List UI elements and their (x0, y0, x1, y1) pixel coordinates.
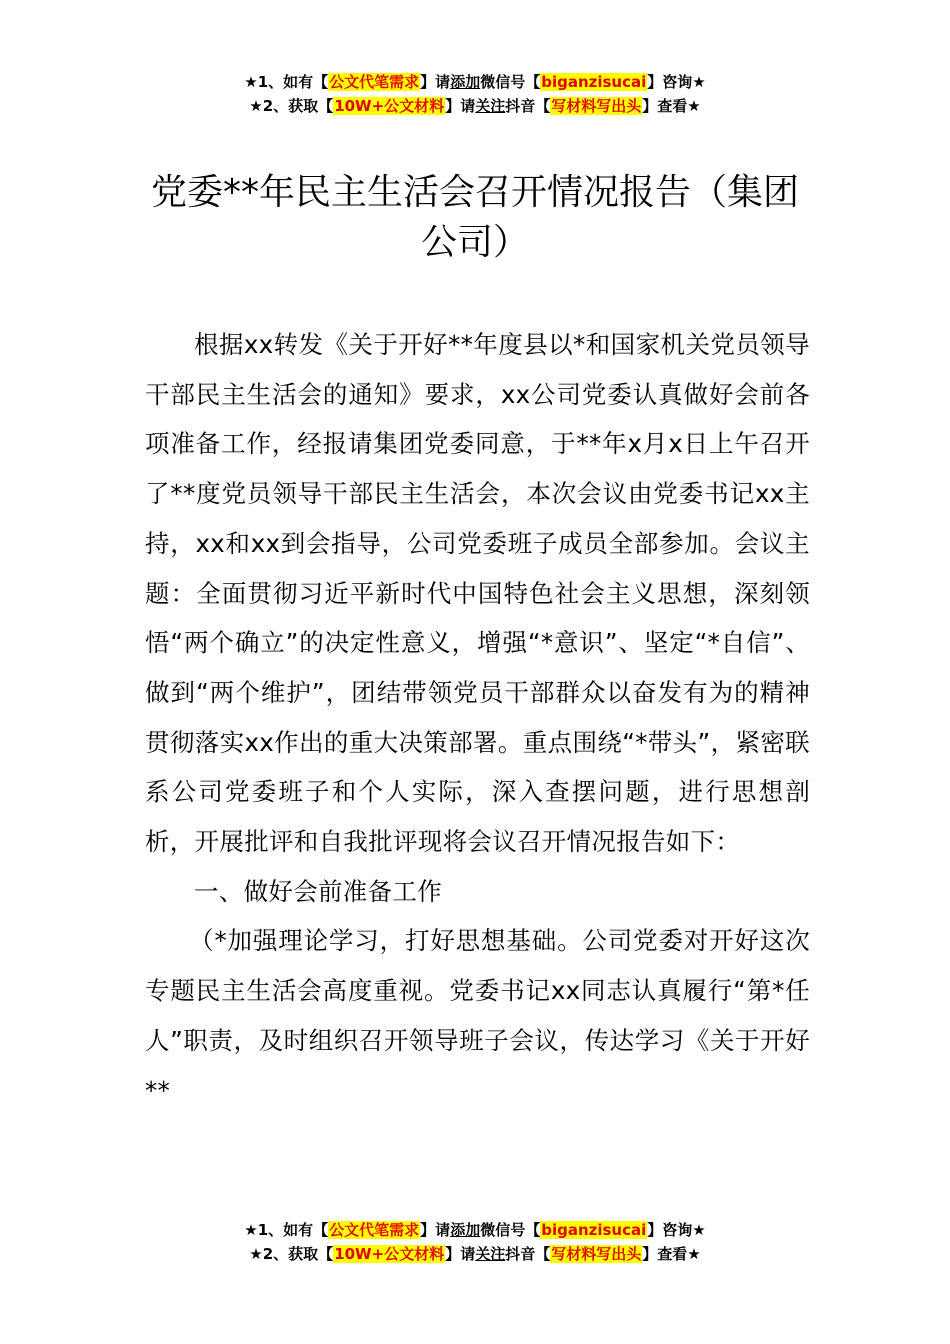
banner-text: 】查看★ (642, 97, 701, 115)
banner-text: 】查看★ (642, 1245, 701, 1263)
banner-highlight: 10W+公文材料 (334, 97, 445, 115)
banner-emphasis: 关注 (475, 1245, 506, 1263)
banner-text: 】请 (420, 73, 451, 91)
paragraph: （*加强理论学习，打好思想基础。公司党委对开好这次专题民主生活会高度重视。党委书记xx同志认真履行“第*任人”职责，及时组织召开领导班子会议，传达学习《关于开好** (145, 926, 810, 1105)
banner-text: ★2、获取【 (249, 1245, 334, 1263)
banner-text: ★1、如有【 (244, 73, 329, 91)
banner-line-1 (0, 1218, 950, 1242)
banner-line-2 (0, 1242, 950, 1266)
section-heading: 一、做好会前准备工作 (194, 876, 442, 906)
footer-banner (0, 1218, 950, 1266)
banner-text: ★1、如有【 (244, 1221, 329, 1239)
document-body (145, 320, 810, 1115)
banner-text: 】咨询★ (647, 73, 706, 91)
banner-highlight: 10W+公文材料 (334, 1245, 445, 1263)
banner-text: 抖音【 (505, 97, 551, 115)
document-title: 党委**年民主生活会召开情况报告（集团公司） (150, 172, 799, 263)
banner-highlight: biganzisucai (541, 73, 647, 91)
banner-text: 】请 (420, 1221, 451, 1239)
header-banner (0, 70, 950, 118)
paragraph: 根据xx转发《关于开好**年度县以*和国家机关党员领导干部民主生活会的通知》要求，xx公司党委认真做好会前各项准备工作，经报请集团党委同意，于**年x月x日上午召开了**度党员领导干部民主生活会，本次会议由党委书记xx主持，xx和xx到会指导，公司党委班子成员全部参加。会议主题：全面贯彻习近平新时代中国特色社会主义思想，深刻领悟“两个确立”的决定性意义，增强“*意识”、坚定“*自信”、做到“两个维护”，团结带领党员干部群众以奋发有为的精神贯彻落实xx作出的重大决策部署。重点围绕“*带头”，紧密联系公司党委班子和个人实际，深入查摆问题，进行思想剖析，开展批评和自我批评现将会议召开情况报告如下： (145, 330, 810, 857)
banner-highlight: 写材料写出头 (551, 1245, 642, 1263)
banner-emphasis: 添加 (450, 1221, 481, 1239)
banner-highlight: 公文代笔需求 (329, 73, 420, 91)
banner-text: 抖音【 (505, 1245, 551, 1263)
banner-text: 微信号【 (480, 73, 541, 91)
banner-text: ★2、获取【 (249, 97, 334, 115)
banner-highlight: 写材料写出头 (551, 97, 642, 115)
banner-highlight: biganzisucai (541, 1221, 647, 1239)
banner-line-1 (0, 70, 950, 94)
banner-text: 】请 (445, 1245, 476, 1263)
banner-text: 】请 (445, 97, 476, 115)
banner-emphasis: 添加 (450, 73, 481, 91)
banner-highlight: 公文代笔需求 (329, 1221, 420, 1239)
banner-emphasis: 关注 (475, 97, 506, 115)
banner-text: 微信号【 (480, 1221, 541, 1239)
banner-text: 】咨询★ (647, 1221, 706, 1239)
banner-line-2 (0, 94, 950, 118)
